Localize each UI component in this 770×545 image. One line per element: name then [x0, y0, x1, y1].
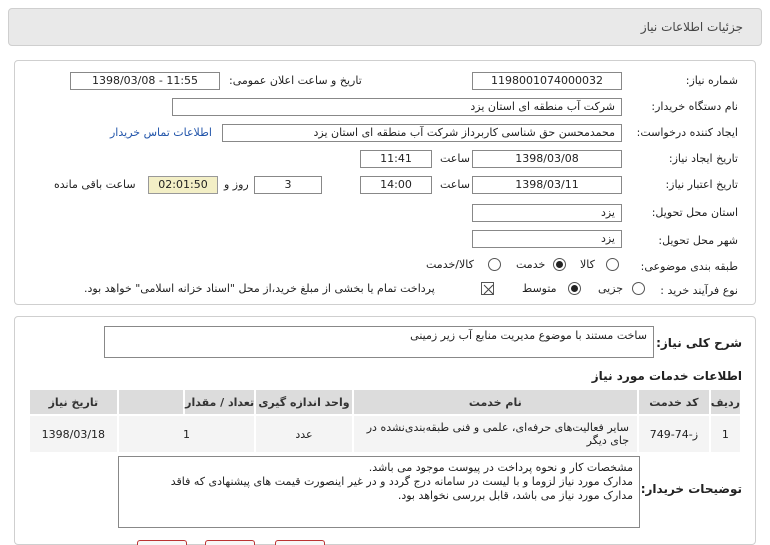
need-number-label: شماره نیاز:: [685, 74, 738, 87]
cell-need-date: 1398/03/18: [29, 415, 118, 453]
need-description-label: شرح کلی نیاز:: [656, 336, 742, 350]
col-service-name: نام خدمت: [353, 389, 638, 415]
col-service-code: کد خدمت: [638, 389, 710, 415]
footer-button-2[interactable]: [205, 540, 255, 545]
created-date-label: تاریخ ایجاد نیاز:: [668, 152, 738, 165]
category-radio-goods-service[interactable]: [488, 258, 501, 271]
province-field: یزد: [472, 204, 622, 222]
buyer-notes-label: توضیحات خریدار:: [640, 482, 742, 496]
cell-qty: 1: [118, 415, 256, 453]
validity-date-label: تاریخ اعتبار نیاز:: [665, 178, 738, 191]
process-option-minor: جزیی: [598, 282, 624, 295]
validity-date-field: 1398/03/11: [472, 176, 622, 194]
requester-label: ایجاد کننده درخواست:: [636, 126, 738, 139]
validity-days-field: 3: [254, 176, 322, 194]
buyer-notes-line: مدارک مورد نیاز می باشد، قابل بررسی نخواهد بود.: [397, 489, 633, 502]
buyer-org-label: نام دستگاه خریدار:: [651, 100, 738, 113]
created-time-field: 11:41: [360, 150, 432, 168]
validity-time-label: ساعت: [440, 178, 470, 191]
footer-button-1[interactable]: [137, 540, 187, 545]
requester-field: محمدمحسن حق شناسی کاربرداز شرکت آب منطقه ای استان یزد: [222, 124, 622, 142]
remaining-time-label: ساعت باقی مانده: [54, 178, 136, 191]
col-row: ردیف: [710, 389, 741, 415]
city-label: شهر محل تحویل:: [658, 234, 738, 247]
buyer-notes-line: مشخصات کار و نحوه پرداخت در پیوست موجود می باشد.: [368, 461, 633, 474]
buyer-notes-field: [118, 456, 640, 528]
buyer-notes-line: مدارک مورد نیاز لزوما و با لیست در سامانه درج گردد و در غیر اینصورت قیمت های پیشنهادی که فاقد: [170, 475, 633, 488]
created-date-field: 1398/03/08: [472, 150, 622, 168]
treasury-payment-checkbox[interactable]: [481, 282, 494, 295]
buyer-contact-link[interactable]: اطلاعات تماس خریدار: [110, 126, 212, 139]
cell-unit: عدد: [255, 415, 352, 453]
announce-datetime-label: تاریخ و ساعت اعلان عمومی:: [229, 74, 362, 87]
table-row: [29, 415, 741, 453]
services-table: [28, 388, 742, 454]
process-radio-medium[interactable]: [568, 282, 581, 295]
process-option-medium: متوسط: [522, 282, 557, 295]
category-radio-service[interactable]: [553, 258, 566, 271]
buyer-org-field: شرکت آب منطقه ای استان یزد: [172, 98, 622, 116]
footer-button-3[interactable]: [275, 540, 325, 545]
page-header: [8, 8, 762, 46]
checkbox-cross-icon: [482, 283, 495, 296]
province-label: استان محل تحویل:: [651, 206, 738, 219]
need-number-field: 1198001074000032: [472, 72, 622, 90]
col-need-date: تاریخ نیاز: [29, 389, 118, 415]
remaining-time-field: 02:01:50: [148, 176, 218, 194]
col-qty: [118, 389, 184, 415]
days-label: روز و: [224, 178, 249, 191]
validity-time-field: 14:00: [360, 176, 432, 194]
process-radio-minor[interactable]: [632, 282, 645, 295]
table-header-row: [29, 389, 741, 415]
created-time-label: ساعت: [440, 152, 470, 165]
cell-row: 1: [710, 415, 741, 453]
announce-datetime-field: 1398/03/08 - 11:55: [70, 72, 220, 90]
category-option-service: خدمت: [516, 258, 546, 271]
cell-service-code: ز-74-749: [638, 415, 710, 453]
category-option-goods: کالا: [580, 258, 595, 271]
col-unit: واحد اندازه گیری: [255, 389, 352, 415]
page-title: جزئیات اطلاعات نیاز: [640, 20, 743, 34]
services-section-title: اطلاعات خدمات مورد نیاز: [591, 369, 742, 383]
city-field: یزد: [472, 230, 622, 248]
process-label: نوع فرآیند خرید :: [660, 284, 738, 297]
need-description-field: ساخت مستند با موضوع مدیریت منابع آب زیر زمینی: [104, 326, 654, 358]
treasury-payment-note: پرداخت تمام یا بخشی از مبلغ خرید،از محل "اسناد خزانه اسلامی" خواهد بود.: [84, 282, 435, 295]
col-count: تعداد / مقدار: [184, 389, 256, 415]
category-option-goods-service: کالا/خدمت: [426, 258, 474, 271]
cell-service-name: سایر فعالیت‌های حرفه‌ای، علمی و فنی طبقه‌بندی‌نشده در جای دیگر: [353, 415, 638, 453]
category-label: طبقه بندی موضوعی:: [640, 260, 738, 273]
category-radio-goods[interactable]: [606, 258, 619, 271]
